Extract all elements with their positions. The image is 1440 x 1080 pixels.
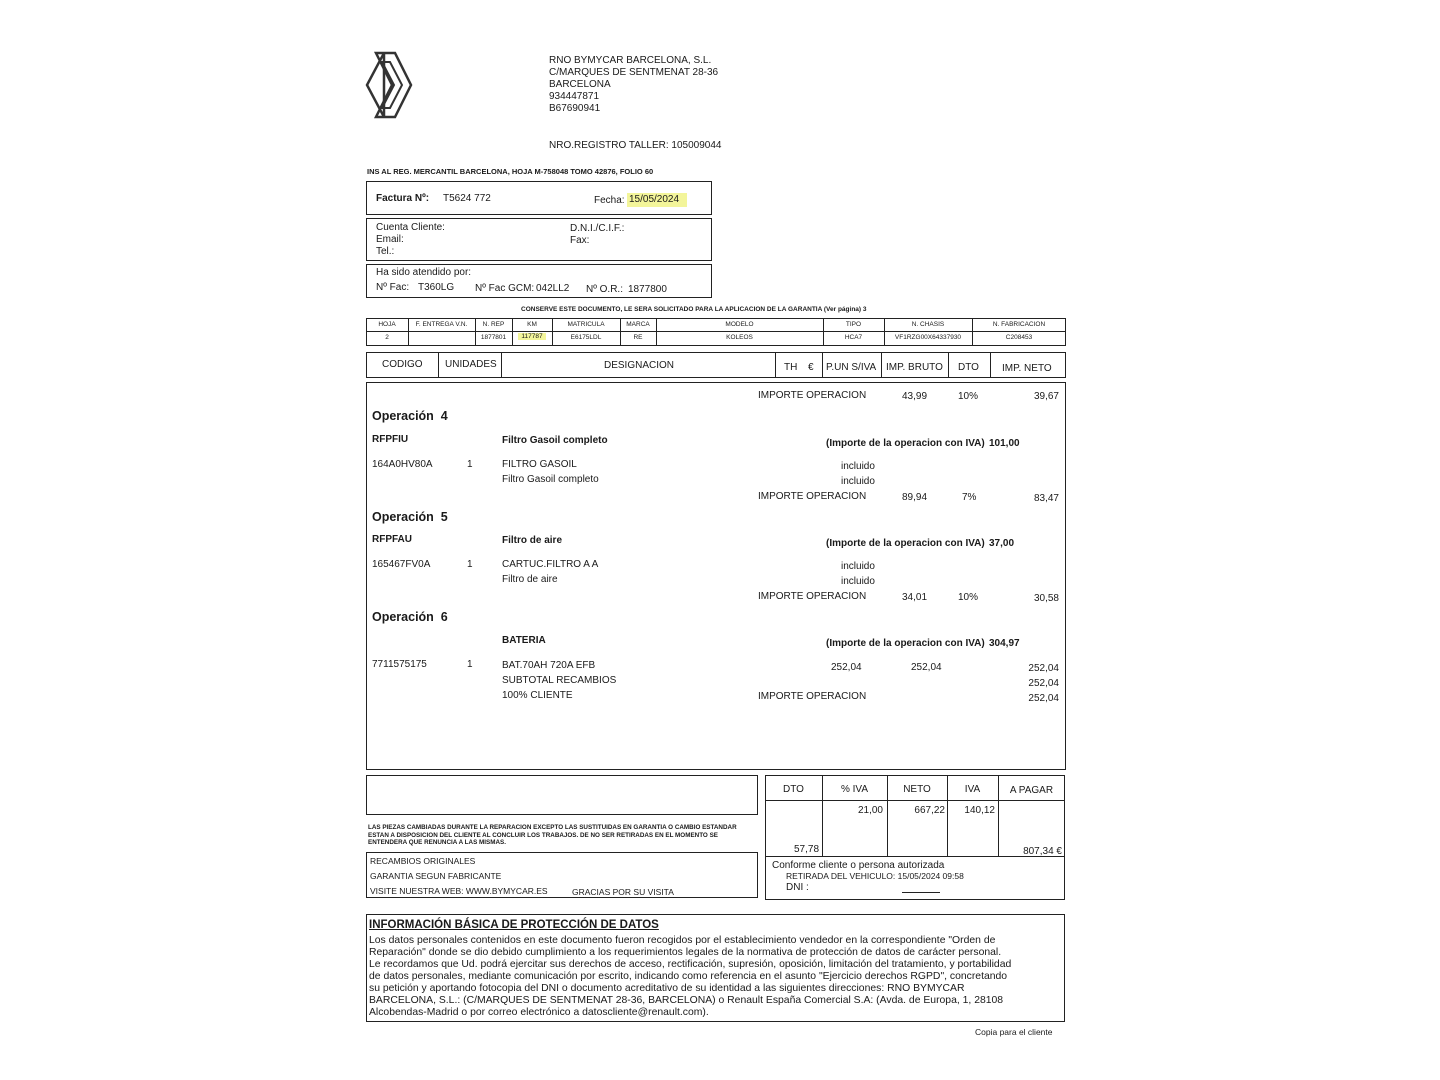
op6-item-code: 7711575175 xyxy=(372,659,427,670)
vehicle-hoja: 2 xyxy=(385,334,389,341)
fax-label: Fax: xyxy=(570,235,590,246)
op4-item-code: 164A0HV80A xyxy=(372,459,433,470)
op4-incl1: incluido xyxy=(841,461,875,472)
op4-op-bruto: 89,94 xyxy=(902,492,928,503)
op5-op-dto: 10% xyxy=(958,592,979,603)
company-city: BARCELONA xyxy=(549,79,611,90)
op5-item-units: 1 xyxy=(467,559,473,570)
conforme-dni: DNI : xyxy=(786,882,809,893)
op6-subtotal-value: 252,04 xyxy=(1028,678,1059,689)
totals-iva: 140,12 xyxy=(964,805,995,816)
col-codigo: CODIGO xyxy=(382,359,423,370)
op4-title: Operación 4 xyxy=(372,409,448,423)
op6-cliente-label: 100% CLIENTE xyxy=(502,690,573,701)
company-phone: 934447871 xyxy=(549,91,600,102)
op5-incl1: incluido xyxy=(841,561,875,572)
col-designacion: DESIGNACION xyxy=(604,360,675,371)
company-address: C/MARQUES DE SENTMENAT 28-36 xyxy=(549,67,719,78)
vehicle-header-tipo: TIPO xyxy=(845,321,862,328)
op6-importe-value: 304,97 xyxy=(989,638,1020,649)
totals-iva-pct: 21,00 xyxy=(857,805,883,816)
vehicle-header-fabricacion: N. FABRICACION xyxy=(992,321,1046,328)
company-name: RNO BYMYCAR BARCELONA, S.L. xyxy=(549,55,712,66)
totals-header-iva: IVA xyxy=(964,784,981,795)
totals-header-pagar: A PAGAR xyxy=(1009,785,1054,796)
nfac-label: Nº Fac: xyxy=(376,282,410,293)
op6-item-neto: 252,04 xyxy=(1028,663,1059,674)
op6-op-neto: 252,04 xyxy=(1028,693,1059,704)
copy-note: Copia para el cliente xyxy=(975,1027,1053,1037)
op6-desc: BATERIA xyxy=(502,635,546,646)
vehicle-tipo: HCA7 xyxy=(844,334,863,341)
col-pun: P.UN S/IVA xyxy=(826,362,877,373)
gcm-label: Nº Fac GCM: xyxy=(475,283,535,294)
totals-neto: 667,22 xyxy=(914,805,945,816)
gcm-value: 042LL2 xyxy=(536,283,570,294)
disclaimer-text: LAS PIEZAS CAMBIADAS DURANTE LA REPARACION EXCEPTO LAS SUSTITUIDAS EN GARANTIA O CAMBIO ESTANDAR ESTAN A DISPOSICION DEL CLIENTE AL CONCLUIR LOS TRABAJOS. DE NO SER RETIRADAS EN EL MOMENTO SE ENTENDERA QUE RENUNCIA A LAS MISMAS. xyxy=(368,824,737,846)
email-label: Email: xyxy=(376,234,404,245)
guarantee-note: CONSERVE ESTE DOCUMENTO, LE SERA SOLICITADO PARA LA APLICACION DE LA GARANTIA (Ver página) 3 xyxy=(521,306,867,313)
op4-code: RFPFIU xyxy=(372,434,409,445)
signature-line xyxy=(902,892,940,893)
op4-op-dto: 7% xyxy=(962,492,977,503)
vehicle-header-nrep: N. REP xyxy=(482,321,505,328)
op5-item-desc: CARTUC.FILTRO A A xyxy=(502,559,599,570)
op5-importe-value: 37,00 xyxy=(989,538,1015,549)
col-dto: DTO xyxy=(958,362,979,373)
notes-box xyxy=(366,775,758,815)
col-unidades: UNIDADES xyxy=(445,359,497,370)
factura-label: Factura Nº: xyxy=(376,193,430,204)
factura-value: T5624 772 xyxy=(443,193,491,204)
op5-item-desc2: Filtro de aire xyxy=(502,574,558,585)
op5-op-label: IMPORTE OPERACION xyxy=(758,591,867,602)
fecha-value: 15/05/2024 xyxy=(627,193,687,207)
or-label: Nº O.R.: xyxy=(586,284,623,295)
op5-item-code: 165467FV0A xyxy=(372,559,431,570)
vehicle-chasis: VF1RZG00X64337930 xyxy=(894,334,962,341)
op6-item-units: 1 xyxy=(467,659,473,670)
attended-label: Ha sido atendido por: xyxy=(376,267,472,278)
footer-line1: RECAMBIOS ORIGINALES xyxy=(370,856,476,866)
top-op-bruto: 43,99 xyxy=(902,391,928,402)
vehicle-modelo: KOLEOS xyxy=(726,334,753,341)
op4-importe-label: (Importe de la operacion con IVA) xyxy=(826,438,985,449)
vehicle-header-hoja: HOJA xyxy=(378,321,396,328)
op5-desc: Filtro de aire xyxy=(502,535,563,546)
vehicle-marca: RE xyxy=(633,334,643,341)
op4-incl2: incluido xyxy=(841,476,875,487)
vehicle-matricula: E6175LDL xyxy=(570,334,602,341)
op4-desc: Filtro Gasoil completo xyxy=(502,435,608,446)
op4-importe-value: 101,00 xyxy=(989,438,1020,449)
op4-item-desc: FILTRO GASOIL xyxy=(502,459,577,470)
op4-op-neto: 83,47 xyxy=(1033,493,1059,504)
vehicle-header-matricula: MATRICULA xyxy=(567,321,605,328)
op4-item-units: 1 xyxy=(467,459,473,470)
op4-op-label: IMPORTE OPERACION xyxy=(758,491,867,502)
op5-op-neto: 30,58 xyxy=(1033,593,1059,604)
vehicle-km: 117787 xyxy=(518,333,545,340)
op5-importe-label: (Importe de la operacion con IVA) xyxy=(826,538,985,549)
top-op-dto: 10% xyxy=(958,391,979,402)
op4-item-desc2: Filtro Gasoil completo xyxy=(502,474,599,485)
col-bruto: IMP. BRUTO xyxy=(886,362,943,373)
op5-title: Operación 5 xyxy=(372,510,448,524)
nfac-value: T360LG xyxy=(418,282,455,293)
vehicle-header-entrega: F. ENTREGA V.N. xyxy=(415,321,468,328)
conforme-retirada: RETIRADA DEL VEHICULO: 15/05/2024 09:58 xyxy=(786,871,964,881)
vehicle-fabricacion: C208453 xyxy=(1005,334,1033,341)
op6-item-pun: 252,04 xyxy=(831,662,862,673)
vehicle-header-marca: MARCA xyxy=(626,321,650,328)
mercantil-registry: INS AL REG. MERCANTIL BARCELONA, HOJA M-758048 TOMO 42876, FOLIO 60 xyxy=(367,167,654,176)
totals-dto: 57,78 xyxy=(794,844,820,855)
col-th: TH xyxy=(784,362,798,373)
totals-header-neto: NETO xyxy=(903,784,931,795)
op6-op-label: IMPORTE OPERACION xyxy=(758,691,867,702)
privacy-text: Los datos personales contenidos en este documento fueron recogidos por el establecimiento vendedor en la correspondiente "Orden de Reparación" donde se dio debido cumplimiento a los requerimientos legales de la normativa de protección de datos de carácter personal. Le recordamos que Ud. podrá ejercitar sus derechos de acceso, rectificación, supresión, oposición, limitación del tratamiento, y portabilidad de datos personales, mediante comunicación por escrito, indicando como referencia en el asunto "Ejercicio derechos RGPD", concretando su petición y aportando fotocopia del DNI o documento acreditativo de su identidad a las siguientes direcciones: RNO BYMYCAR BARCELONA, S.L.: (C/MARQUES DE SENTMENAT 28-36, BARCELONA) o Renault España Comercial S.A: (Avda. de Europa, 1, 28108 Alcobendas-Madrid o por correo electrónico a datoscliente@renault.com). xyxy=(369,935,1012,1018)
fecha-label: Fecha: xyxy=(594,195,625,206)
vehicle-header-km: KM xyxy=(527,321,537,328)
col-euro: € xyxy=(808,362,814,373)
totals-header-dto: DTO xyxy=(783,784,804,795)
op5-op-bruto: 34,01 xyxy=(902,592,928,603)
vehicle-header-modelo: MODELO xyxy=(725,321,754,328)
totals-pagar: 807,34 € xyxy=(1023,846,1062,857)
op5-code: RFPFAU xyxy=(372,534,412,545)
op6-title: Operación 6 xyxy=(372,610,448,624)
cuenta-cliente-label: Cuenta Cliente: xyxy=(376,222,445,233)
footer-thanks: GRACIAS POR SU VISITA xyxy=(572,887,674,897)
workshop-registry: NRO.REGISTRO TALLER: 105009044 xyxy=(549,140,722,151)
footer-line3: VISITE NUESTRA WEB: WWW.BYMYCAR.ES xyxy=(370,886,548,896)
totals-header-iva-pct: % IVA xyxy=(840,784,869,795)
vehicle-header-chasis: N. CHASIS xyxy=(911,321,945,328)
col-neto: IMP. NETO xyxy=(1002,363,1052,374)
op5-incl2: incluido xyxy=(841,576,875,587)
top-op-neto: 39,67 xyxy=(1033,391,1059,402)
renault-logo xyxy=(362,50,416,120)
tel-label: Tel.: xyxy=(376,246,395,257)
company-cif: B67690941 xyxy=(549,103,601,114)
op6-importe-label: (Importe de la operacion con IVA) xyxy=(826,638,985,649)
dni-label: D.N.I./C.I.F.: xyxy=(570,223,625,234)
footer-line2: GARANTIA SEGUN FABRICANTE xyxy=(370,871,502,881)
privacy-title: INFORMACIÓN BÁSICA DE PROTECCIÓN DE DATOS xyxy=(369,919,659,931)
conforme-title: Conforme cliente o persona autorizada xyxy=(772,860,945,871)
vehicle-nrep: 1877801 xyxy=(480,334,507,341)
op6-subtotal-label: SUBTOTAL RECAMBIOS xyxy=(502,675,617,686)
top-op-label: IMPORTE OPERACION xyxy=(758,390,867,401)
op6-item-desc: BAT.70AH 720A EFB xyxy=(502,660,596,671)
op6-item-bruto: 252,04 xyxy=(911,662,942,673)
or-value: 1877800 xyxy=(628,284,667,295)
